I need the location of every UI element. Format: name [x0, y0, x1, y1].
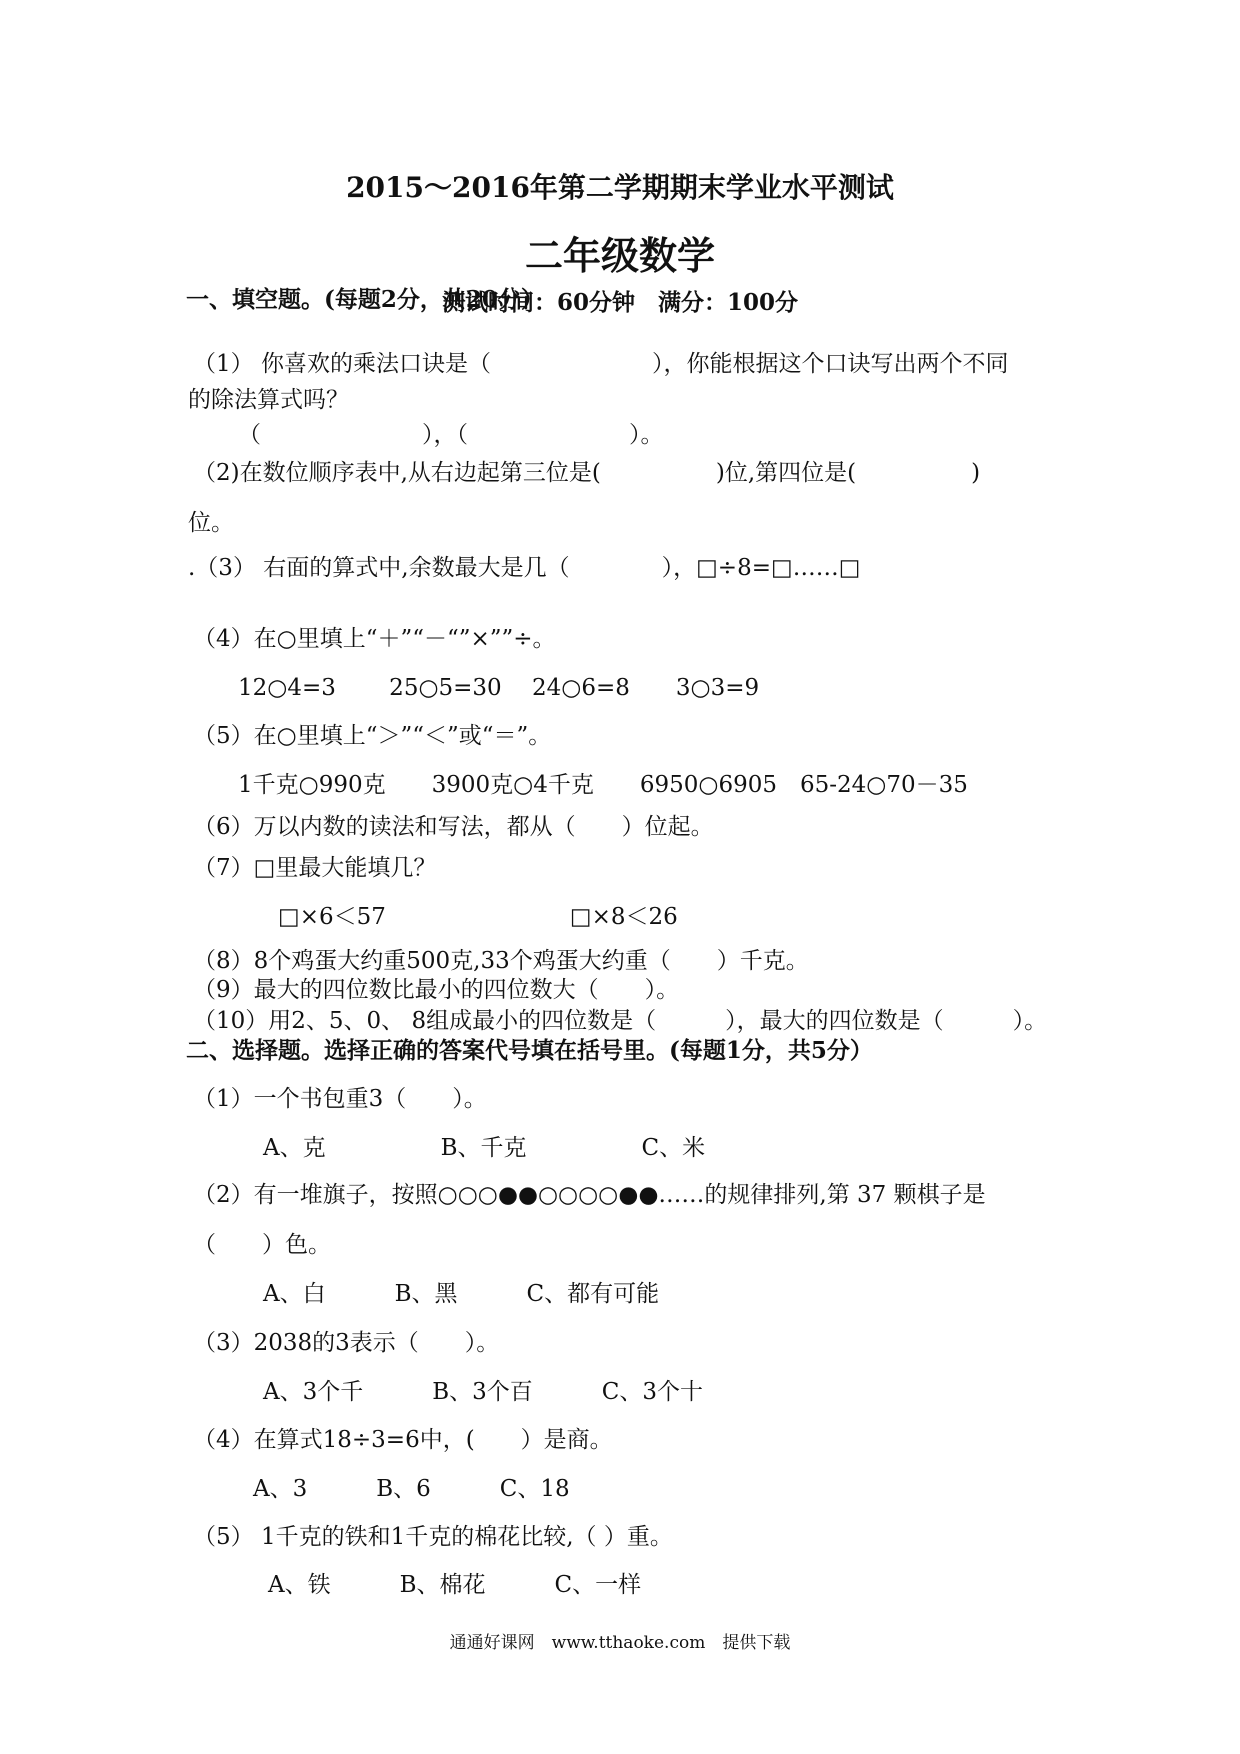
question-line: （4）在算式18÷3=6中，( ）是商。 [193, 1427, 613, 1453]
question-line: （8）8个鸡蛋大约重500克,33个鸡蛋大约重（ ）千克。 [193, 948, 809, 974]
question-line: □×6＜57 □×8＜26 [278, 904, 678, 930]
question-line: A、3 B、6 C、18 [253, 1476, 570, 1502]
question-line: .（3） 右面的算式中,余数最大是几（ ），□÷8=□……□ [188, 555, 861, 581]
question-line: （6）万以内数的读法和写法，都从（ ）位起。 [193, 814, 714, 840]
subject-title: 二年级数学 [524, 233, 715, 278]
question-line: A、克 B、千克 C、米 [263, 1135, 706, 1161]
question-line: A、铁 B、棉花 C、一样 [268, 1572, 642, 1598]
question-line: （7）□里最大能填几？ [193, 855, 437, 881]
question-line: A、白 B、黑 C、都有可能 [263, 1281, 660, 1307]
exam-meta: 测试时间：60分钟 满分：100分 [441, 289, 799, 316]
footer-credit: 通通好课网 www.tthaoke.com 提供下载 [449, 1633, 791, 1653]
question-line: （3）2038的3表示（ ）。 [193, 1330, 500, 1356]
question-line: 1千克○990克 3900克○4千克 6950○6905 65-24○70－35 [238, 772, 968, 798]
question-line: （5） 1千克的铁和1千克的棉花比较,（ ）重。 [193, 1524, 673, 1550]
question-line: （5）在○里填上“＞”“＜”或“＝”。 [193, 723, 552, 749]
question-line: 12○4=3 25○5=30 24○6=8 3○3=9 [238, 675, 760, 701]
question-line: （1）一个书包重3（ ）。 [193, 1086, 487, 1112]
section-1-heading: 一、填空题。(每题2分，共20分） [186, 286, 544, 313]
question-line: 位。 [188, 510, 234, 536]
question-line: （2）有一堆旗子，按照○○○●●○○○○●●……的规律排列,第 37 颗棋子是 [193, 1182, 986, 1208]
question-line: （ ），（ ）。 [238, 422, 664, 448]
question-line: 的除法算式吗？ [188, 387, 349, 413]
question-line: （2)在数位顺序表中,从右边起第三位是( )位,第四位是( ) [193, 460, 981, 486]
exam-title: 2015～2016年第二学期期末学业水平测试 [346, 171, 894, 204]
question-line: A、3个千 B、3个百 C、3个十 [263, 1379, 704, 1405]
question-line: （1） 你喜欢的乘法口诀是（ ），你能根据这个口诀写出两个不同 [193, 351, 1009, 377]
question-line: （ ）色。 [193, 1232, 331, 1258]
question-line: （4）在○里填上“＋”“－“”×””÷。 [193, 626, 556, 652]
question-line: （10）用2、5、0、 8组成最小的四位数是（ ），最大的四位数是（ ）。 [193, 1008, 1048, 1034]
question-line: （9）最大的四位数比最小的四位数大（ ）。 [193, 977, 680, 1003]
section-2-heading: 二、选择题。选择正确的答案代号填在括号里。(每题1分，共5分） [186, 1037, 873, 1064]
